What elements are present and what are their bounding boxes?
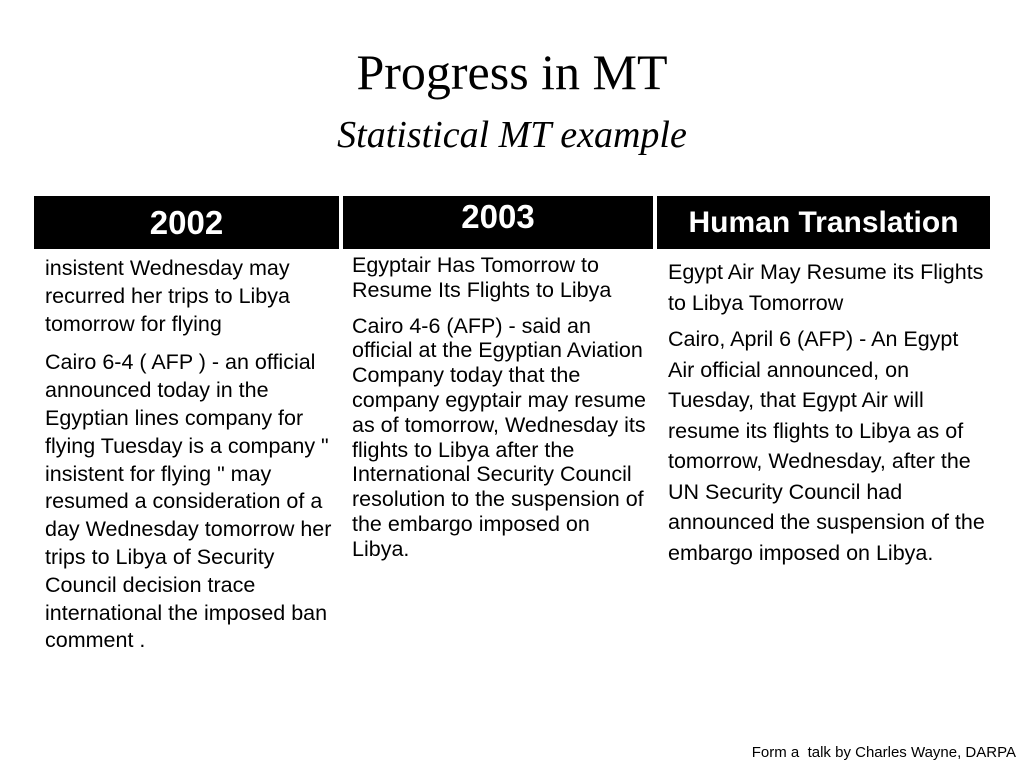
column-header-2003: 2003 [343, 196, 653, 249]
column-human-body: Cairo, April 6 (AFP) - An Egypt Air official announced, on Tuesday, that Egypt Air will resume its flights to Libya as of tomorrow, Wednesday, after the UN Security Council had announced the suspension of the embargo imposed on Libya. [668, 327, 985, 565]
footer-credit: Form a talk by Charles Wayne, DARPA [751, 744, 1016, 761]
column-2003-headline: Egyptair Has Tomorrow to Resume Its Flights to Libya [352, 253, 612, 302]
column-human-translation-text [668, 257, 986, 568]
column-2002-body: Cairo 6-4 ( AFP ) - an official announced today in the Egyptian lines company for flying Tuesday is a company " insistent for flying " may resumed a consideration of a day Wednesday tomorrow her trips to Libya of Security Council decision trace international the imposed ban comment . [45, 350, 332, 653]
column-header-2002: 2002 [34, 196, 339, 249]
slide-title: Progress in MT [356, 44, 668, 100]
slide-subtitle: Statistical MT example [337, 114, 687, 156]
column-2002-text [45, 255, 337, 655]
column-2003-body: Cairo 4-6 (AFP) - said an official at the Egyptian Aviation Company today that the company egyptair may resume as of tomorrow, Wednesday its flights to Libya after the International Security Council resolution to the suspension of the embargo imposed on Libya. [352, 313, 646, 561]
column-2003-text [352, 253, 652, 562]
column-human-headline: Egypt Air May Resume its Flights to Libya Tomorrow [668, 260, 984, 315]
column-header-human-translation: Human Translation [657, 196, 990, 249]
column-2002-headline: insistent Wednesday may recurred her trips to Libya tomorrow for flying [45, 256, 290, 336]
